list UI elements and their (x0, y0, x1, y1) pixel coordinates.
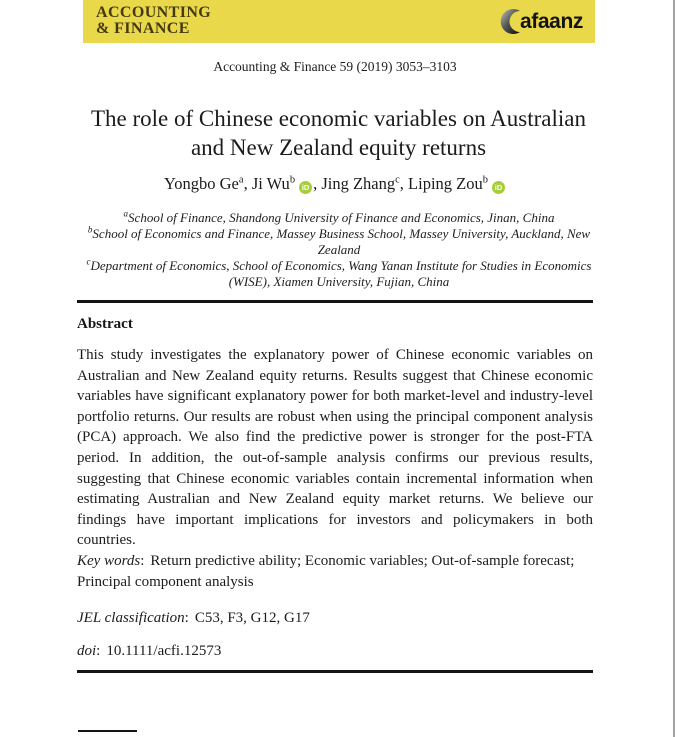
affiliation-c: $^c$Department of Economics, School of Economics, Wang Yanan Institute for Studies in Economics (WISE), Xiamen University, Fujian, China (86, 256, 592, 289)
author-name: Liping Zou$^b$iD (408, 174, 506, 193)
paper-title-line1: The role of Chinese economic variables on Australian (91, 106, 586, 131)
keywords-line (77, 551, 593, 593)
abstract-heading: Abstract (77, 316, 133, 332)
doi-separator: : (96, 643, 101, 659)
author-affil-marker: c (395, 174, 400, 186)
orcid-icon[interactable]: iD (492, 181, 505, 194)
jel-line (77, 608, 593, 629)
author-affil-marker: a (238, 174, 244, 186)
author-name: Jing Zhang$^c$, (321, 174, 409, 193)
jel-codes: C53, F3, G12, G17 (194, 610, 310, 626)
jel-separator: : (184, 610, 189, 626)
affiliation-a: $^a$School of Finance, Shandong University of Finance and Economics, Jinan, China (123, 208, 555, 225)
author-affil-marker: b (482, 174, 488, 186)
paper-title (0, 104, 677, 162)
doi-label: doi (77, 643, 97, 659)
journal-logo-line2: & FINANCE (96, 20, 190, 37)
keywords-separator: : (140, 553, 145, 569)
bottom-divider-rule (77, 670, 593, 673)
afaanz-logo (495, 8, 583, 35)
doi-line (77, 641, 593, 662)
top-divider-rule (77, 300, 593, 303)
author-affil-marker: b (289, 174, 296, 186)
journal-logo-line1: ACCOUNTING (96, 4, 212, 21)
journal-banner (83, 0, 595, 43)
keywords-text: Return predictive ability; Economic variables; Out-of-sample forecast; Principal component analysis (77, 553, 575, 590)
keywords-label: Key words (77, 553, 141, 569)
abstract-text: This study investigates the explanatory power of Chinese economic variables on Australian and New Zealand equity returns. Results suggest that Chinese economic variables have significant explanatory power for both market-level and industry-level portfolio returns. Our results are robust when using the principal component analysis (PCA) approach. We also find the predictive power is stronger for the post-FTA period. In addition, the out-of-sample analysis confirms our previous results, suggesting that Chinese economic variables contain incremental information when estimating Australian and New Zealand equity market returns. We believe our findings have important implications for investors and policymakers in both countries. (77, 347, 593, 549)
afaanz-label: afaanz (520, 9, 583, 33)
orcid-icon[interactable]: iD (299, 181, 312, 194)
afaanz-swoosh-icon (495, 8, 523, 35)
paper-title-line2: and New Zealand equity returns (190, 135, 487, 160)
doi-value: 10.1111/acfi.12573 (106, 643, 222, 659)
journal-logo (96, 5, 211, 37)
author-name: Yongbo Ge$^a$, (164, 174, 252, 193)
author-line (77, 174, 593, 194)
affiliation-block (69, 210, 609, 290)
jel-label: JEL classification (77, 610, 185, 626)
footnote-rule (78, 730, 137, 732)
journal-citation: Accounting & Finance 59 (2019) 3053–3103 (213, 59, 457, 74)
affiliation-b: $^b$School of Economics and Finance, Massey Business School, Massey University, Auckland, New Zealand (87, 224, 591, 257)
author-name: Ji Wu$^b$iD , (251, 174, 322, 193)
